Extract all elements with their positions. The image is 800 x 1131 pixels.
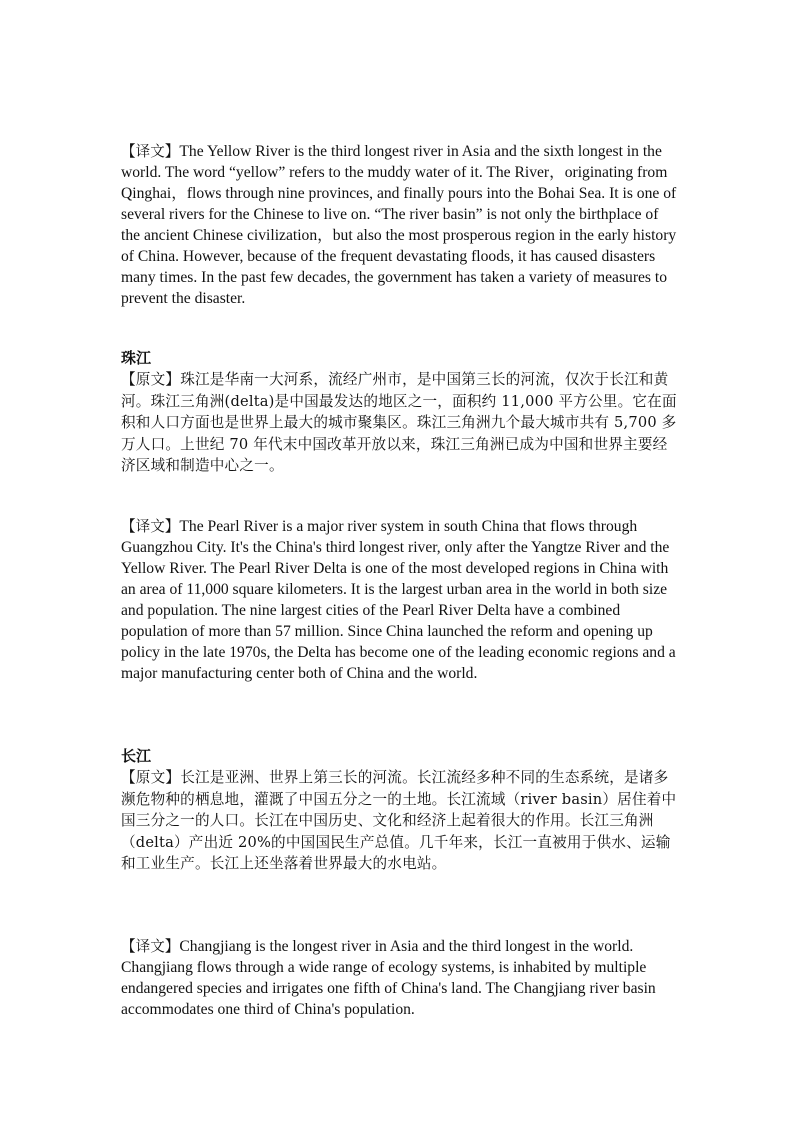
pearl-river-original-text: 珠江是华南一大河系，流经广州市，是中国第三长的河流，仅次于长江和黄河。珠江三角洲(delta)是中国最发达的地区之一，面积约 11,000 平方公里。它在面积和人口方面也是世界上最大的城市聚集区。珠江三角洲九个最大城市共有 5,700 多万人口。上世纪 70 年代末中国改革开放以来，珠江三角洲已成为中国和世界主要经济区域和制造中心之一。 bbox=[121, 371, 677, 475]
pearl-river-heading: 珠江 bbox=[121, 349, 152, 367]
translation-tag: 【译文】 bbox=[121, 938, 180, 955]
yangtze-river-translation bbox=[121, 936, 681, 1020]
pearl-river-translation-text: The Pearl River is a major river system in south China that flows through Guangzhou City. It's the China's third longest river, only after the Yangtze River and the Yellow River. The Pearl River Delta is one of the most developed regions in China with an area of 11,000 square kilometers. It is the largest urban area in the world in both size and population. The nine largest cities of the Pearl River Delta have a combined population of more than 57 million. Since China launched the reform and opening up policy in the late 1970s, the Delta has become one of the leading economic regions and a major manufacturing center both of China and the world. bbox=[121, 518, 676, 682]
yangtze-river-translation-text: Changjiang is the longest river in Asia and the third longest in the world. Changjiang flows through a wide range of ecology systems, is inhabited by multiple endangered species and irrigates one fifth of China's land. The Changjiang river basin accommodates one third of China's population. bbox=[121, 938, 656, 1018]
original-tag: 【原文】 bbox=[121, 371, 181, 388]
original-tag: 【原文】 bbox=[121, 769, 181, 786]
yangtze-river-heading: 长江 bbox=[121, 747, 152, 765]
translation-tag: 【译文】 bbox=[121, 143, 180, 160]
pearl-river-original bbox=[121, 369, 681, 477]
yellow-river-translation-text: The Yellow River is the third longest river in Asia and the sixth longest in the world. The word “yellow” refers to the muddy water of it. The River，originating from Qinghai，flows through nine provinces, and finally pours into the Bohai Sea. It is one of several rivers for the Chinese to live on. “The river basin” is not only the birthplace of the ancient Chinese civilization，but also the most prosperous region in the early history of China. However, because of the frequent devastating floods, it has caused disasters many times. In the past few decades, the government has taken a variety of measures to prevent the disaster. bbox=[121, 143, 677, 307]
translation-tag: 【译文】 bbox=[121, 518, 180, 535]
yangtze-river-original-text: 长江是亚洲、世界上第三长的河流。长江流经多种不同的生态系统，是诸多濒危物种的栖息地，灌溉了中国五分之一的土地。长江流域（river basin）居住着中国三分之一的人口。长江在中国历史、文化和经济上起着很大的作用。长江三角洲（delta）产出近 20%的中国国民生产总值。几千年来，长江一直被用于供水、运输和工业生产。长江上还坐落着世界最大的水电站。 bbox=[121, 769, 677, 873]
yangtze-river-original bbox=[121, 767, 681, 875]
pearl-river-translation bbox=[121, 516, 681, 684]
yellow-river-translation bbox=[121, 141, 681, 309]
